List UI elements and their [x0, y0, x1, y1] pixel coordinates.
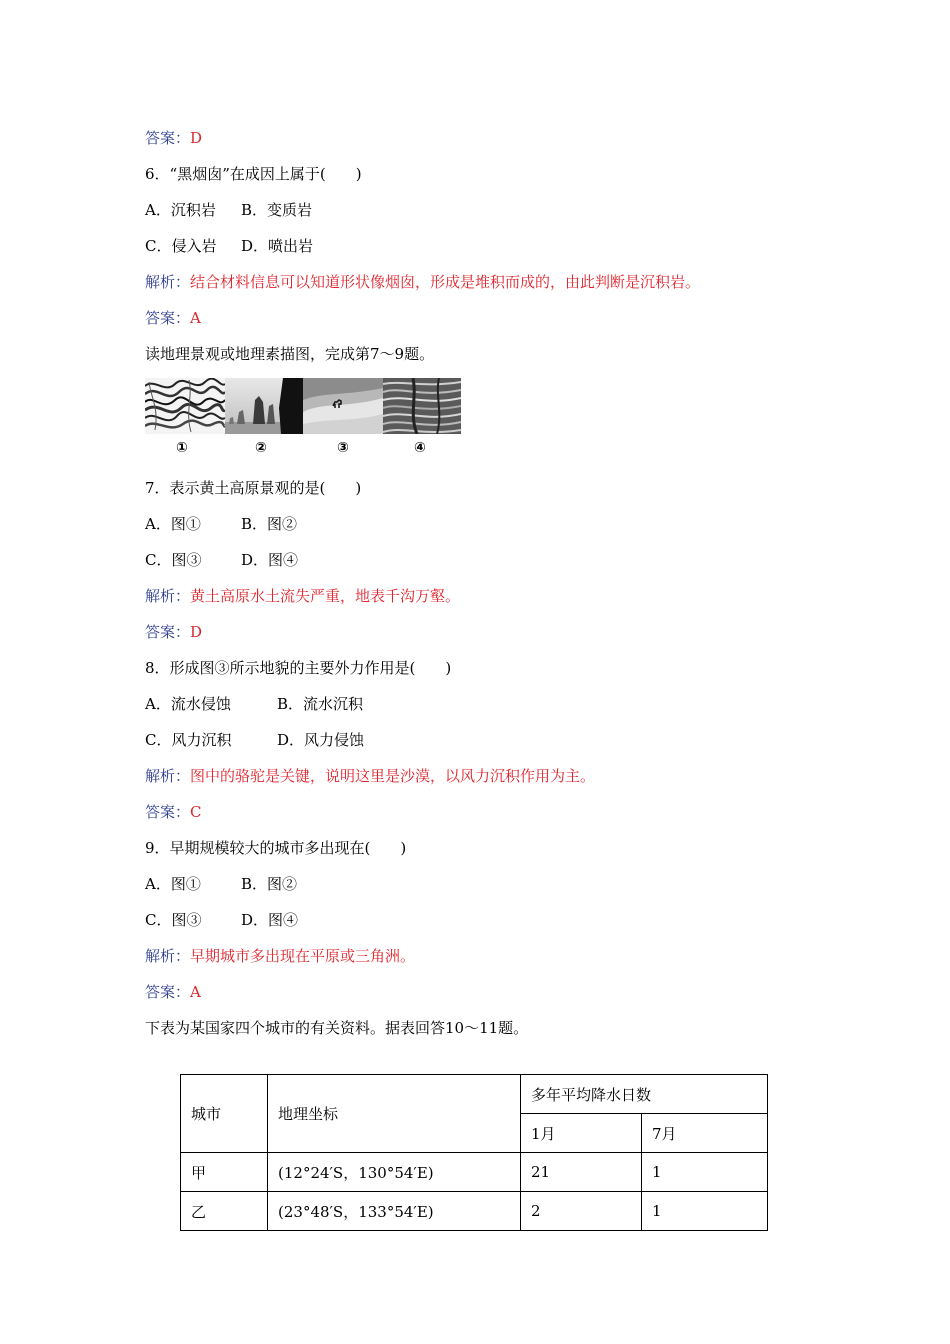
answer-label: 答案：: [145, 309, 191, 327]
q6-options-ab: [145, 200, 312, 220]
intro-10-11: 下表为某国家四个城市的有关资料。据表回答10～11题。: [145, 1019, 529, 1037]
figure-2-sea-stacks: [225, 378, 303, 434]
answer-value: D: [190, 623, 203, 641]
answer-label: 答案：: [145, 129, 191, 147]
q6-options-cd: [145, 236, 313, 256]
q8-options-cd: [145, 730, 364, 750]
q9-options-ab: [145, 874, 297, 894]
cell-july: 1: [642, 1192, 768, 1231]
cell-july: 1: [642, 1153, 768, 1192]
answer-label: 答案：: [145, 803, 191, 821]
answer-value: A: [190, 309, 201, 327]
city-data-table: [180, 1074, 768, 1231]
cell-january: 21: [521, 1153, 642, 1192]
q7-explanation: [145, 586, 460, 606]
figure-3-label: ③: [337, 440, 349, 456]
table-row: [181, 1192, 768, 1231]
option-d: D．喷出岩: [241, 237, 314, 255]
option-d: D．图④: [241, 911, 299, 929]
option-b: B．变质岩: [241, 201, 313, 219]
q9-answer: [145, 982, 201, 1002]
q6-stem: 6．“黑烟囱”在成因上属于( ): [145, 165, 362, 183]
option-d: D．风力侵蚀: [277, 731, 365, 749]
explain-text: 早期城市多出现在平原或三角洲。: [190, 947, 416, 965]
header-rain-days: 多年平均降水日数: [521, 1075, 768, 1114]
explain-text: 图中的骆驼是关键，说明这里是沙漠，以风力沉积作用为主。: [190, 767, 596, 785]
figure-4-label: ④: [414, 440, 426, 456]
option-b: B．流水沉积: [277, 695, 364, 713]
q9-stem: 9．早期规模较大的城市多出现在( ): [145, 839, 407, 857]
figure-1-label: ①: [176, 440, 188, 456]
q8-answer: [145, 802, 202, 822]
cell-coord: (23°48′S，133°54′E): [268, 1192, 521, 1231]
option-a: A．沉积岩: [145, 201, 216, 219]
explain-label: 解析：: [145, 767, 191, 785]
explain-text: 黄土高原水土流失严重，地表千沟万壑。: [190, 587, 461, 605]
q7-options-ab: [145, 514, 297, 534]
q8-options-ab: [145, 694, 363, 714]
option-c: C．图③: [145, 911, 202, 929]
option-b: B．图②: [241, 875, 298, 893]
q8-stem: 8．形成图③所示地貌的主要外力作用是( ): [145, 659, 452, 677]
figure-2-label: ②: [255, 440, 267, 456]
explain-label: 解析：: [145, 273, 191, 291]
q7-stem: 7．表示黄土高原景观的是( ): [145, 479, 362, 497]
q7-options-cd: [145, 550, 298, 570]
cell-coord: (12°24′S，130°54′E): [268, 1153, 521, 1192]
q7-answer: [145, 622, 202, 642]
header-city: 城市: [181, 1075, 268, 1153]
option-a: A．图①: [145, 875, 201, 893]
figure-4-loess-plateau: [383, 378, 461, 434]
option-b: B．图②: [241, 515, 298, 533]
q5-answer: [145, 128, 202, 148]
cell-city: 甲: [181, 1153, 268, 1192]
option-c: C．图③: [145, 551, 202, 569]
header-july: 7月: [642, 1114, 768, 1153]
option-d: D．图④: [241, 551, 299, 569]
answer-label: 答案：: [145, 983, 191, 1001]
answer-value: A: [190, 983, 201, 1001]
answer-label: 答案：: [145, 623, 191, 641]
q9-explanation: [145, 946, 415, 966]
option-a: A．图①: [145, 515, 201, 533]
cell-city: 乙: [181, 1192, 268, 1231]
answer-value: C: [190, 803, 202, 821]
figure-1-folded-strata: [145, 378, 225, 434]
option-c: C．侵入岩: [145, 237, 217, 255]
cell-january: 2: [521, 1192, 642, 1231]
q6-explanation: [145, 272, 700, 292]
q8-explanation: [145, 766, 595, 786]
answer-value: D: [190, 129, 203, 147]
intro-7-9: 读地理景观或地理素描图，完成第7～9题。: [145, 345, 435, 363]
explain-label: 解析：: [145, 947, 191, 965]
q9-options-cd: [145, 910, 298, 930]
option-c: C．风力沉积: [145, 731, 232, 749]
explain-text: 结合材料信息可以知道形状像烟囱，形成是堆积而成的，由此判断是沉积岩。: [190, 273, 701, 291]
table-row: [181, 1153, 768, 1192]
figure-3-desert-dunes: [303, 378, 383, 434]
header-coord: 地理坐标: [268, 1075, 521, 1153]
landscape-figures: [145, 378, 461, 434]
header-january: 1月: [521, 1114, 642, 1153]
explain-label: 解析：: [145, 587, 191, 605]
option-a: A．流水侵蚀: [145, 695, 231, 713]
q6-answer: [145, 308, 201, 328]
